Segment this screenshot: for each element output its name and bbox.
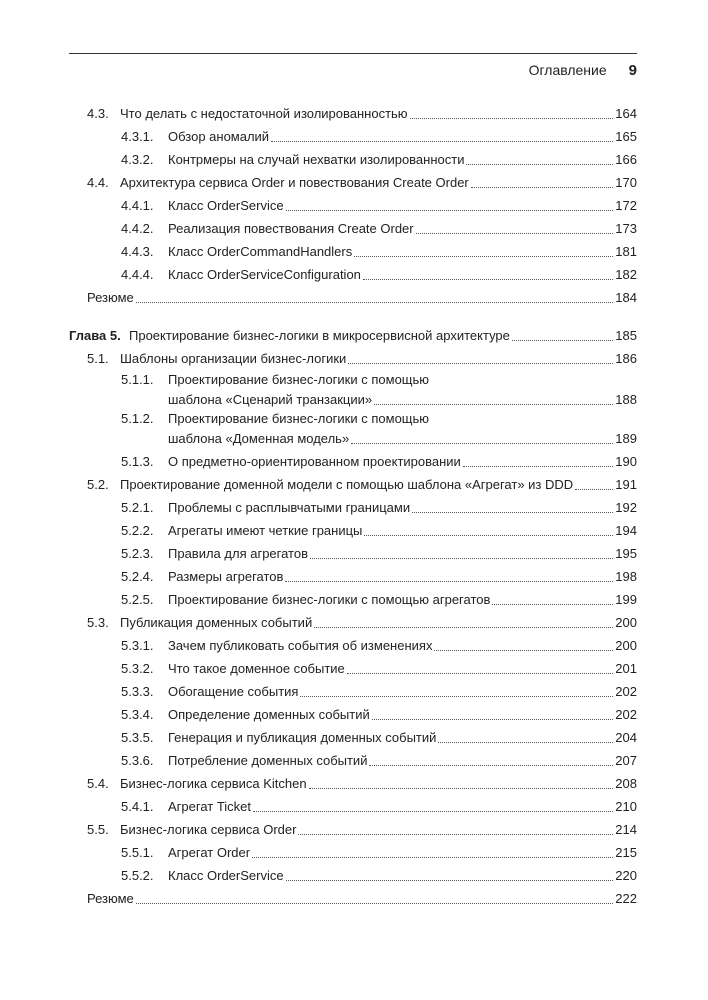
toc-entry-page: 222 [615,891,637,906]
toc-entry-title: О предметно-ориентированном проектировании [168,454,461,469]
toc-entry-page: 190 [615,454,637,469]
toc-entry-page: 184 [615,290,637,305]
dot-leader [471,186,614,188]
dot-leader [310,557,613,559]
toc-entry-title: Класс OrderService [168,198,284,213]
dot-leader [348,362,613,364]
dot-leader [271,140,613,142]
dot-leader [298,833,613,835]
toc-summary-entry[interactable] [87,288,637,306]
toc-entry-number: 4.4.3. [121,244,154,259]
toc-entry-page: 200 [615,615,637,630]
toc-entry[interactable] [121,751,637,769]
toc-entry[interactable] [87,173,637,191]
toc-entry-number: 5.2. [87,477,109,492]
toc-entry-title: шаблона «Доменная модель» [168,431,350,446]
toc-entry-number: 5.3.6. [121,753,154,768]
toc-entry-title: Проектирование доменной модели с помощью шаблона «Агрегат» из DDD [120,477,574,492]
running-header [69,59,637,81]
toc-summary-entry[interactable] [87,889,637,907]
toc-entry-title: Проектирование бизнес-логики с помощью агрегатов [168,592,491,607]
toc-entry-title: Потребление доменных событий [168,753,368,768]
toc-entry-number: 4.4.2. [121,221,154,236]
toc-entry-page: 215 [615,845,637,860]
toc-entry-number: 4.3. [87,106,109,121]
dot-leader [351,442,613,444]
toc-entry[interactable] [87,349,637,367]
running-header-title: Оглавление [528,62,607,78]
toc-entry-title: Обзор аномалий [168,129,270,144]
toc-entry[interactable] [121,544,637,562]
toc-entry-title: Бизнес-логика сервиса Kitchen [120,776,307,791]
toc-entry-page: 165 [615,129,637,144]
toc-entry-title: Агрегат Order [168,845,251,860]
toc-entry-page: 202 [615,707,637,722]
toc-entry-number: 5.3.4. [121,707,154,722]
toc-entry-page: 172 [615,198,637,213]
dot-leader [309,787,614,789]
toc-entry[interactable] [121,521,637,539]
toc-entry[interactable] [121,636,637,654]
toc-entry-page: 173 [615,221,637,236]
toc-entry-page: 208 [615,776,637,791]
dot-leader [354,255,613,257]
toc-entry-page: 204 [615,730,637,745]
toc-entry[interactable] [121,843,637,861]
toc-entry[interactable] [87,774,637,792]
toc-entry-page: 166 [615,152,637,167]
toc-entry[interactable] [121,659,637,677]
toc-entry[interactable] [121,265,637,283]
toc-entry-number: 5.5.1. [121,845,154,860]
toc-entry[interactable] [121,150,637,168]
dot-leader [285,580,613,582]
toc-entry-number: 5.2.5. [121,592,154,607]
toc-entry-title: Реализация повествования Create Order [168,221,414,236]
toc-entry-number: 5.3.2. [121,661,154,676]
toc-entry-title: Класс OrderService [168,868,284,883]
dot-leader [253,810,613,812]
toc-entry-title: Агрегат Ticket [168,799,252,814]
toc-chapter-entry[interactable] [69,326,637,344]
toc-entry-number: 5.2.4. [121,569,154,584]
toc-entry-page: 192 [615,500,637,515]
toc-entry-page: 200 [615,638,637,653]
header-rule [69,53,637,54]
toc-entry-page: 199 [615,592,637,607]
toc-entry-title: Что такое доменное событие [168,661,345,676]
toc-entry-page: 201 [615,661,637,676]
dot-leader [364,534,613,536]
toc-entry-title: Бизнес-логика сервиса Order [120,822,297,837]
toc-entry-page: 202 [615,684,637,699]
dot-leader [347,672,614,674]
toc-entry-title-line: Проектирование бизнес-логики с помощью [168,411,430,426]
dot-leader [438,741,613,743]
toc-entry-page: 170 [615,175,637,190]
dot-leader [416,232,614,234]
dot-leader [286,879,614,881]
toc-entry-page: 164 [615,106,637,121]
toc-entry-title: Агрегаты имеют четкие границы [168,523,363,538]
dot-leader [136,301,614,303]
toc-entry-title: Что делать с недостаточной изолированностью [120,106,408,121]
toc-entry-title: Определение доменных событий [168,707,370,722]
dot-leader [410,117,614,119]
dot-leader [466,163,613,165]
chapter-label: Глава 5. [69,328,121,343]
toc-entry-page: 198 [615,569,637,584]
toc-entry[interactable] [87,820,637,838]
toc-entry-number: 5.3.1. [121,638,154,653]
toc-entry[interactable] [121,590,637,608]
toc-entry-title: Контрмеры на случай нехватки изолированности [168,152,465,167]
toc-entry-page: 195 [615,546,637,561]
toc-entry-number: 4.4.4. [121,267,154,282]
dot-leader [374,403,613,405]
toc-entry-number: 5.2.2. [121,523,154,538]
toc-entry-title: Проектирование бизнес-логики в микросервисной архитектуре [129,328,510,343]
toc-entry[interactable] [121,705,637,723]
toc-entry-title: Архитектура сервиса Order и повествования Create Order [120,175,469,190]
toc-entry-page: 220 [615,868,637,883]
toc-entry-number: 5.3.3. [121,684,154,699]
toc-entry-title: шаблона «Сценарий транзакции» [168,392,373,407]
toc-entry[interactable] [121,219,637,237]
toc-entry-page: 189 [615,431,637,446]
toc-entry-number: 5.3. [87,615,109,630]
toc-entry-number: 5.2.3. [121,546,154,561]
toc-entry-title: Обогащение события [168,684,299,699]
dot-leader [314,626,613,628]
toc-entry-number: 5.1.2. [121,411,154,426]
toc-entry[interactable] [121,452,637,470]
toc-entry-page: 214 [615,822,637,837]
toc-entry-number: 5.5. [87,822,109,837]
toc-entry[interactable] [121,728,637,746]
toc-entry[interactable] [87,104,637,122]
toc-entry[interactable] [87,475,637,493]
toc-entry-page: 207 [615,753,637,768]
dot-leader [252,856,613,858]
page-number: 9 [628,61,637,79]
toc-entry-page: 191 [615,477,637,492]
toc-entry[interactable] [121,567,637,585]
toc-entry-number: 5.4. [87,776,109,791]
toc-entry[interactable] [121,196,637,214]
toc-entry-number: 5.1.3. [121,454,154,469]
dot-leader [412,511,613,513]
toc-entry-page: 194 [615,523,637,538]
dot-leader [434,649,613,651]
dot-leader [369,764,613,766]
toc-entry-title: Класс OrderServiceConfiguration [168,267,361,282]
dot-leader [363,278,613,280]
toc-entry-title: Публикация доменных событий [120,615,313,630]
toc-entry-page: 188 [615,392,637,407]
toc-entry[interactable] [121,127,637,145]
toc-entry-title: Правила для агрегатов [168,546,308,561]
toc-entry-number: 5.1.1. [121,372,154,387]
toc-entry-page: 181 [615,244,637,259]
toc-entry-number: 4.3.1. [121,129,154,144]
toc-entry-title: Проблемы с расплывчатыми границами [168,500,411,515]
toc-entry-number: 5.5.2. [121,868,154,883]
toc-entry-number: 4.3.2. [121,152,154,167]
dot-leader [463,465,613,467]
toc-entry-number: 5.3.5. [121,730,154,745]
dot-leader [492,603,613,605]
toc-entry-title: Резюме [87,290,134,305]
toc-entry[interactable] [121,866,637,884]
toc-entry[interactable] [87,613,637,631]
toc-entry[interactable] [121,797,637,815]
toc-entry[interactable] [121,682,637,700]
dot-leader [300,695,613,697]
toc-entry-number: 5.1. [87,351,109,366]
dot-leader [372,718,614,720]
dot-leader [136,902,614,904]
toc-entry-title: Класс OrderCommandHandlers [168,244,353,259]
toc-entry-number: 4.4.1. [121,198,154,213]
toc-entry-title: Резюме [87,891,134,906]
toc-entry-title-line: Проектирование бизнес-логики с помощью [168,372,430,387]
dot-leader [512,339,613,341]
dot-leader [286,209,614,211]
toc-entry[interactable] [121,498,637,516]
toc-entry-page: 185 [615,328,637,343]
toc-entry-page: 182 [615,267,637,282]
toc-entry-title: Зачем публиковать события об изменениях [168,638,433,653]
toc-entry-page: 186 [615,351,637,366]
toc-entry[interactable] [121,242,637,260]
toc-entry-number: 4.4. [87,175,109,190]
dot-leader [575,488,613,490]
toc-entry-title: Шаблоны организации бизнес-логики [120,351,347,366]
toc-entry-number: 5.4.1. [121,799,154,814]
toc-entry-title: Размеры агрегатов [168,569,284,584]
toc-entry-page: 210 [615,799,637,814]
toc-entry-title: Генерация и публикация доменных событий [168,730,437,745]
toc-entry-number: 5.2.1. [121,500,154,515]
